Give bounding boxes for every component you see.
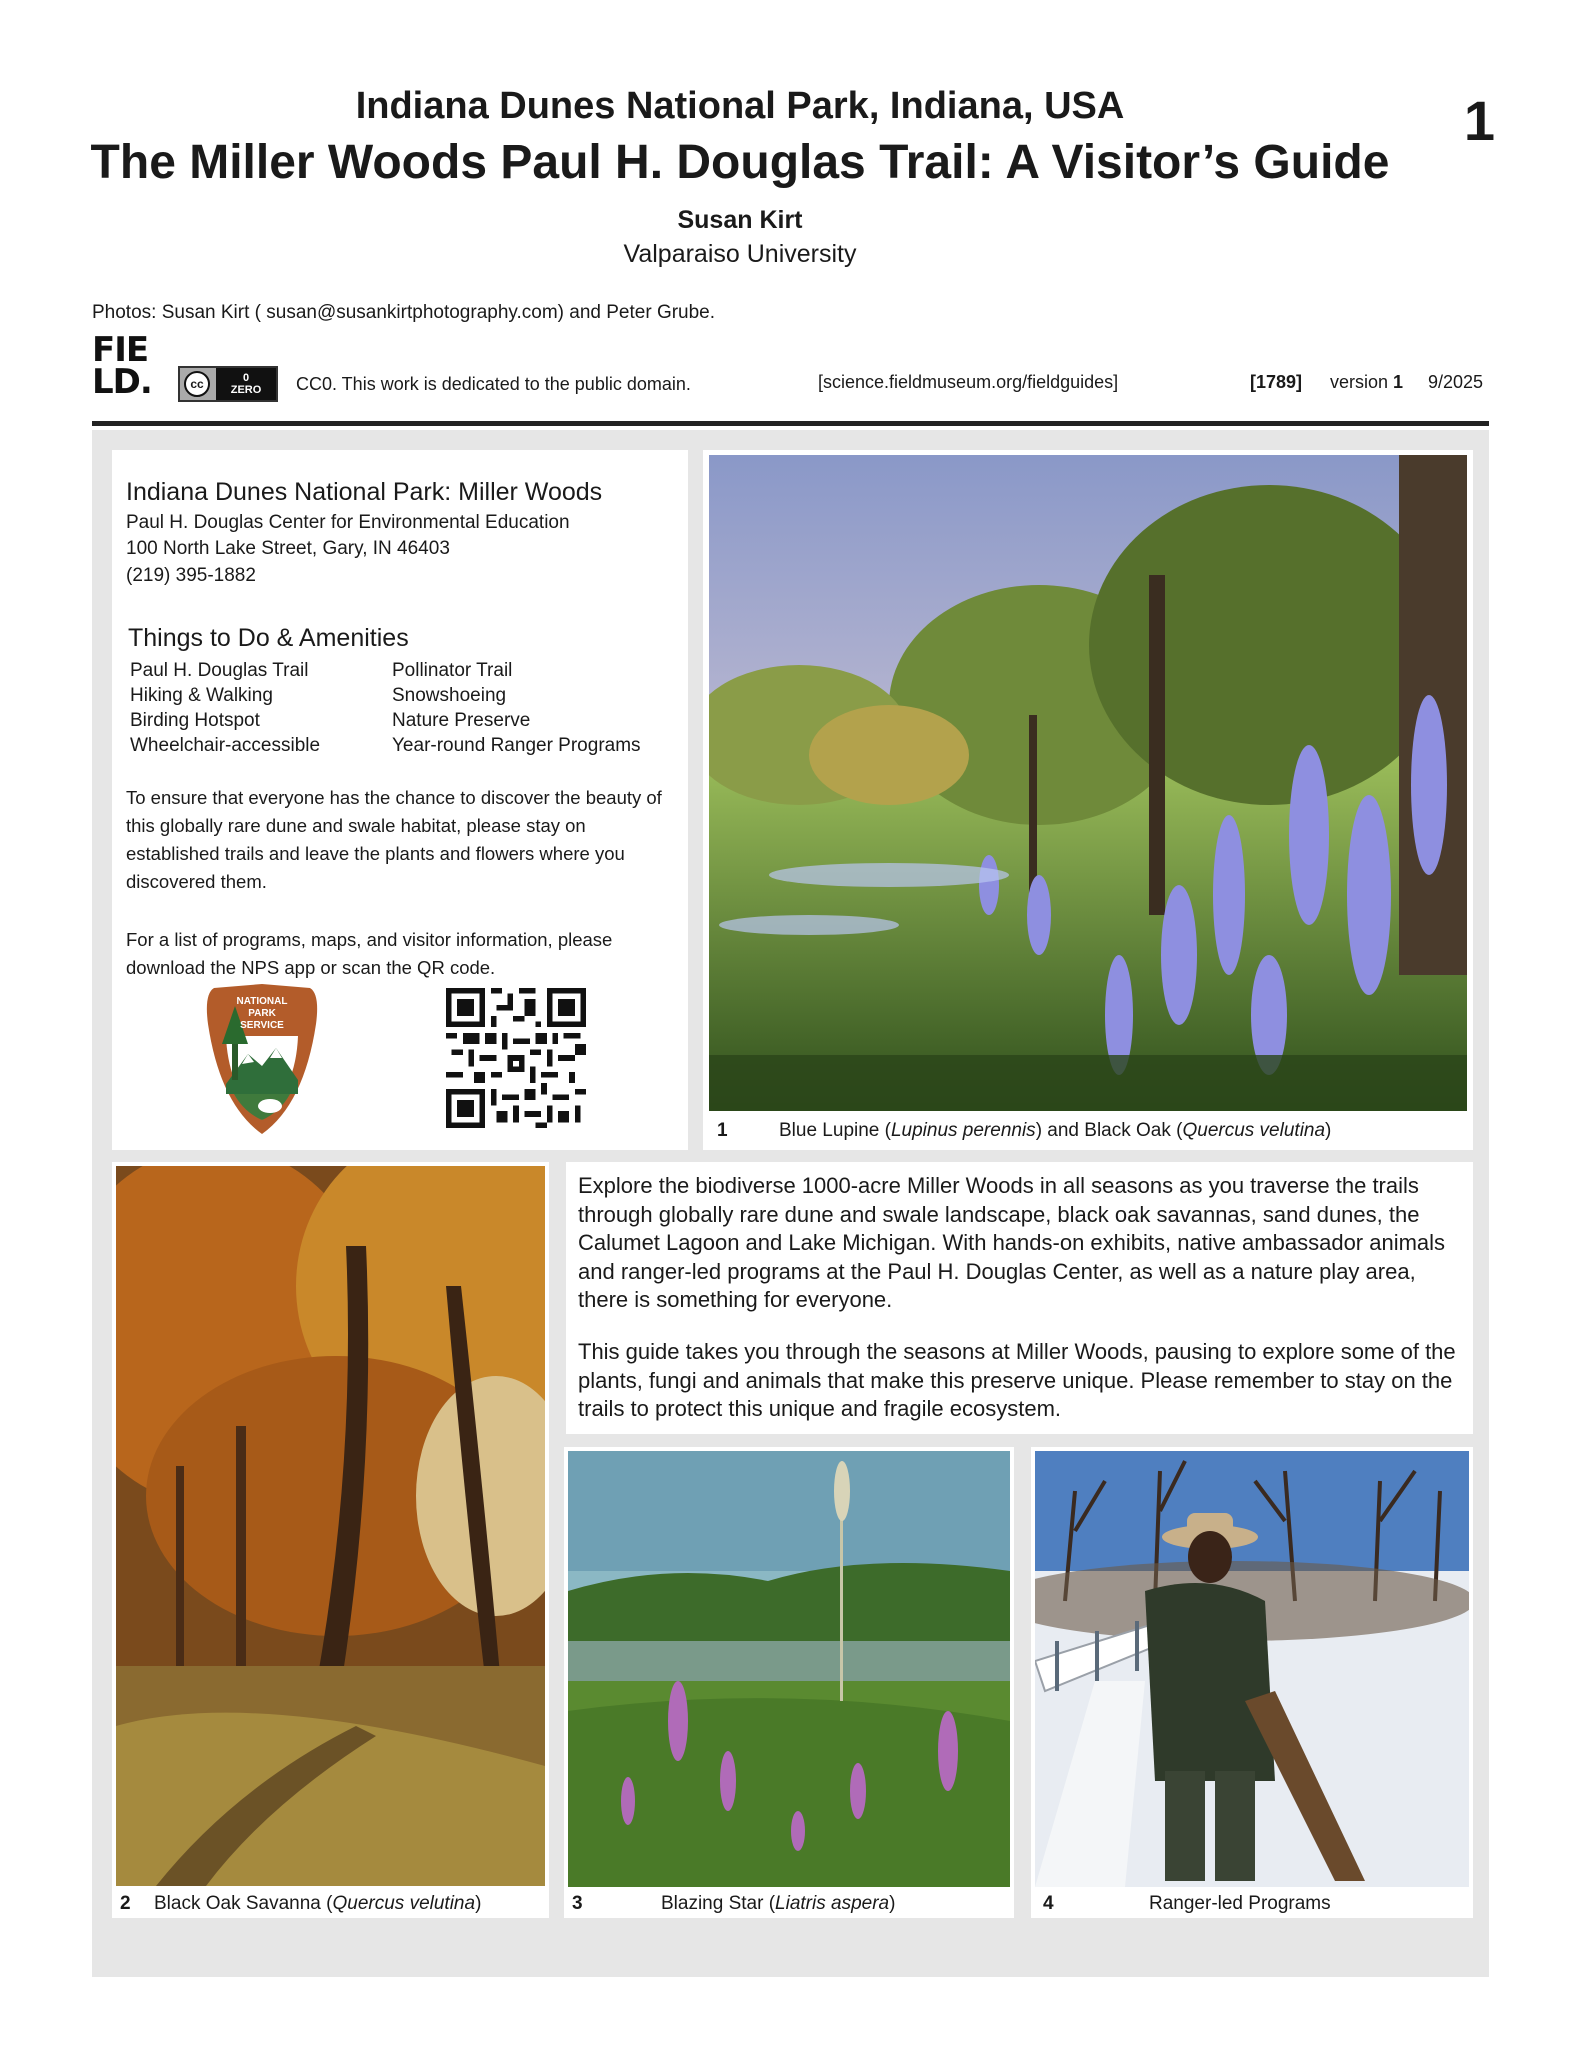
nps-line-3: SERVICE [240, 1020, 284, 1031]
intro-text-card [566, 1162, 1473, 1434]
blazing-star-photo [568, 1451, 1010, 1887]
guide-title: The Miller Woods Paul H. Douglas Trail: A Visitor’s Guide [90, 136, 1390, 189]
intro-paragraph-2: This guide takes you through the seasons at Miller Woods, pausing to explore some of the plants, fungi and animals that make this preserve unique. Please remember to stay on the trails to protect this unique and fragile ecosystem. [578, 1339, 1456, 1421]
photo-2-number: 2 [120, 1893, 131, 1914]
version-label: version [1330, 372, 1389, 392]
photo-3-caption: Blazing Star (Liatris aspera) [661, 1893, 896, 1914]
photo-3-number: 3 [572, 1893, 583, 1914]
ranger-photo [1035, 1451, 1469, 1887]
field-museum-logo [92, 330, 164, 404]
photo-4-caption: Ranger-led Programs [1149, 1893, 1331, 1914]
nps-line-2: PARK [248, 1008, 276, 1019]
publication-date: 9/2025 [1428, 372, 1484, 392]
photo-card-4 [1031, 1447, 1473, 1918]
address-line-2: 100 North Lake Street, Gary, IN 46403 [126, 538, 450, 559]
amenity-item: Nature Preserve [392, 710, 531, 731]
lupine-photo [709, 455, 1467, 1111]
author-name: Susan Kirt [677, 206, 803, 234]
amenity-item: Snowshoeing [392, 685, 507, 706]
amenities-left-list [130, 658, 320, 758]
photo-1-caption: Blue Lupine (Lupinus perennis) and Black Oak (Quercus velutina) [779, 1120, 1332, 1141]
field-logo-line-1: FIE [92, 330, 149, 370]
visitor-info-text: For a list of programs, maps, and visitor information, please download the NPS app or scan the QR code. [126, 929, 613, 978]
amenities-right-list [392, 658, 641, 758]
document-id: [1789] [1250, 372, 1303, 392]
oak-savanna-photo [116, 1166, 545, 1886]
photo-card-1 [703, 450, 1473, 1150]
phone-number: (219) 395-1882 [126, 565, 256, 586]
field-logo-line-2: LD. [92, 362, 152, 402]
photo-card-2 [112, 1162, 549, 1918]
amenity-item: Hiking & Walking [130, 685, 273, 706]
page-number: 1 [1463, 89, 1495, 152]
cc-zero-label [216, 368, 276, 400]
trail-etiquette-text: To ensure that everyone has the chance to discover the beauty of this globally rare dune and swale habitat, please stay on established trails and leave the plants and flowers where you discovered them. [126, 787, 662, 892]
amenity-item: Pollinator Trail [392, 660, 513, 681]
guide-subtitle: Indiana Dunes National Park, Indiana, USA [355, 85, 1125, 127]
qr-code-icon[interactable] [446, 988, 586, 1128]
park-info-title: Indiana Dunes National Park: Miller Woods [126, 478, 603, 506]
photo-4-number: 4 [1043, 1893, 1054, 1914]
photo-2-caption: Black Oak Savanna (Quercus velutina) [154, 1893, 482, 1914]
cc-circle-icon: cc [184, 371, 210, 397]
photo-1-number: 1 [717, 1120, 728, 1141]
park-info-card [112, 450, 688, 1150]
amenity-item: Wheelchair-accessible [130, 735, 321, 756]
header-divider [92, 421, 1489, 426]
amenity-item: Paul H. Douglas Trail [130, 660, 309, 681]
author-affiliation: Valparaiso University [623, 240, 857, 268]
amenity-item: Birding Hotspot [130, 710, 260, 731]
field-guides-url[interactable]: [science.fieldmuseum.org/fieldguides] [818, 372, 1119, 392]
photo-card-3 [564, 1447, 1014, 1918]
intro-paragraph-1: Explore the biodiverse 1000-acre Miller Woods in all seasons as you traverse the trails through globally rare dune and swale landscape, black oak savannas, sand dunes, the Calumet Lagoon and Lake Michigan. With hands-on exhibits, native ambassador animals and ranger-led programs at the Paul H. Douglas Center, as well as a nature play area, there is something for everyone. [578, 1173, 1446, 1312]
nps-arrowhead-icon [204, 984, 320, 1134]
photo-credits: Photos: Susan Kirt ( susan@susankirtphotography.com) and Peter Grube. [92, 302, 716, 323]
cc-zero-digit: 0 [242, 372, 250, 384]
nps-line-1: NATIONAL [236, 996, 288, 1007]
amenity-item: Year-round Ranger Programs [392, 735, 641, 756]
cc0-badge-icon [178, 366, 278, 402]
version-number: 1 [1393, 372, 1404, 392]
amenities-title: Things to Do & Amenities [128, 624, 409, 652]
address-line-1: Paul H. Douglas Center for Environmental Education [126, 512, 570, 533]
cc-zero-word: ZERO [230, 384, 262, 396]
version-info [1330, 372, 1403, 393]
license-text: CC0. This work is dedicated to the public domain. [296, 374, 691, 394]
